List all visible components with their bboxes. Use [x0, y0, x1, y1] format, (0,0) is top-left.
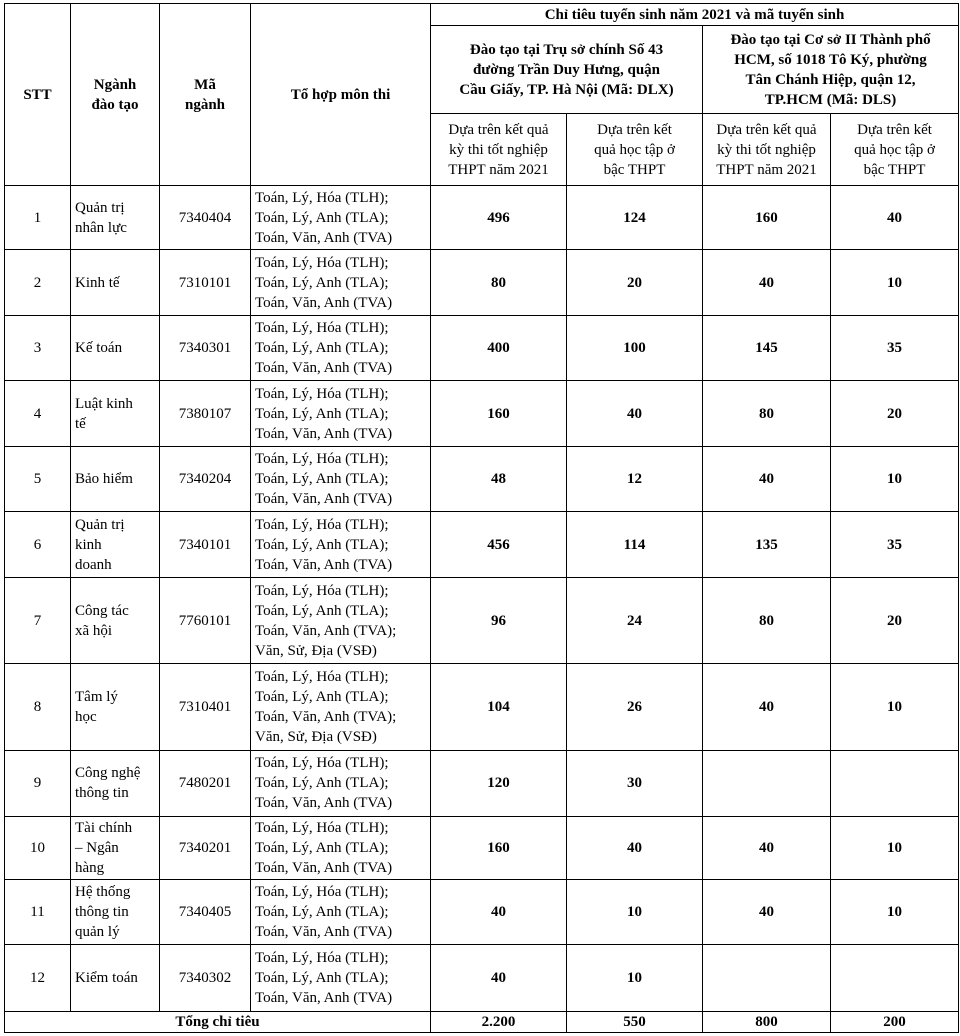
row-hn-exam: 48 — [431, 446, 567, 511]
row-to-hop: Toán, Lý, Hóa (TLH); Toán, Lý, Anh (TLA); Toán, Văn, Anh (TVA); Văn, Sử, Địa (VSĐ) — [251, 664, 431, 751]
row-hcm-exam: 80 — [703, 381, 831, 446]
total-hcm-study: 200 — [831, 1012, 959, 1033]
row-to-hop: Toán, Lý, Hóa (TLH); Toán, Lý, Anh (TLA); Toán, Văn, Anh (TVA) — [251, 250, 431, 315]
header-hcm-exam: Dựa trên kết quả kỳ thi tốt nghiệp THPT năm 2021 — [703, 114, 831, 186]
row-stt: 2 — [5, 250, 71, 315]
row-nganh: Kinh tế — [71, 250, 160, 315]
row-to-hop: Toán, Lý, Hóa (TLH); Toán, Lý, Anh (TLA); Toán, Văn, Anh (TVA) — [251, 816, 431, 879]
row-hcm-exam: 40 — [703, 664, 831, 751]
row-hn-exam: 120 — [431, 751, 567, 816]
table-row — [5, 664, 959, 751]
row-hn-study: 114 — [567, 512, 703, 577]
row-hn-study: 30 — [567, 751, 703, 816]
row-ma-nganh: 7310101 — [160, 250, 251, 315]
row-hcm-exam: 40 — [703, 446, 831, 511]
row-to-hop: Toán, Lý, Hóa (TLH); Toán, Lý, Anh (TLA); Toán, Văn, Anh (TVA) — [251, 186, 431, 250]
row-hn-study: 12 — [567, 446, 703, 511]
table-row — [5, 250, 959, 315]
row-ma-nganh: 7310401 — [160, 664, 251, 751]
row-nganh: Bảo hiểm — [71, 446, 160, 511]
row-hn-study: 100 — [567, 315, 703, 380]
row-hn-study: 26 — [567, 664, 703, 751]
row-hn-exam: 160 — [431, 816, 567, 879]
header-campus-hanoi: Đào tạo tại Trụ sở chính Số 43 đường Trần Duy Hưng, quận Cầu Giấy, TP. Hà Nội (Mã: DLX) — [431, 26, 703, 114]
row-stt: 3 — [5, 315, 71, 380]
table-row — [5, 945, 959, 1012]
row-hn-study: 20 — [567, 250, 703, 315]
total-hn-study: 550 — [567, 1012, 703, 1033]
row-ma-nganh: 7340404 — [160, 186, 251, 250]
row-hn-exam: 160 — [431, 381, 567, 446]
row-hcm-exam: 160 — [703, 186, 831, 250]
table-row — [5, 315, 959, 380]
row-stt: 4 — [5, 381, 71, 446]
row-to-hop: Toán, Lý, Hóa (TLH); Toán, Lý, Anh (TLA); Toán, Văn, Anh (TVA) — [251, 879, 431, 944]
row-hn-study: 124 — [567, 186, 703, 250]
row-hn-exam: 104 — [431, 664, 567, 751]
row-ma-nganh: 7340201 — [160, 816, 251, 879]
row-nganh: Kiểm toán — [71, 945, 160, 1012]
header-ma-nganh: Mã ngành — [160, 4, 251, 186]
header-hn-exam: Dựa trên kết quả kỳ thi tốt nghiệp THPT năm 2021 — [431, 114, 567, 186]
row-stt: 8 — [5, 664, 71, 751]
row-to-hop: Toán, Lý, Hóa (TLH); Toán, Lý, Anh (TLA); Toán, Văn, Anh (TVA) — [251, 945, 431, 1012]
row-hn-exam: 80 — [431, 250, 567, 315]
row-hcm-study: 10 — [831, 879, 959, 944]
row-hcm-study — [831, 945, 959, 1012]
row-nganh: Tâm lý học — [71, 664, 160, 751]
row-hcm-exam: 80 — [703, 577, 831, 664]
row-hcm-study: 10 — [831, 664, 959, 751]
row-nganh: Kế toán — [71, 315, 160, 380]
row-hcm-study: 10 — [831, 250, 959, 315]
row-hcm-exam — [703, 751, 831, 816]
row-hn-exam: 96 — [431, 577, 567, 664]
row-to-hop: Toán, Lý, Hóa (TLH); Toán, Lý, Anh (TLA); Toán, Văn, Anh (TVA) — [251, 512, 431, 577]
row-ma-nganh: 7340301 — [160, 315, 251, 380]
row-hn-study: 10 — [567, 945, 703, 1012]
table-row — [5, 816, 959, 879]
header-campus-hcm: Đào tạo tại Cơ sở II Thành phố HCM, số 1018 Tô Ký, phường Tân Chánh Hiệp, quận 12, TP.HCM (Mã: DLS) — [703, 26, 959, 114]
row-to-hop: Toán, Lý, Hóa (TLH); Toán, Lý, Anh (TLA); Toán, Văn, Anh (TVA) — [251, 315, 431, 380]
row-hcm-study: 20 — [831, 577, 959, 664]
row-stt: 6 — [5, 512, 71, 577]
header-to-hop: Tổ hợp môn thi — [251, 4, 431, 186]
row-nganh: Công tác xã hội — [71, 577, 160, 664]
row-ma-nganh: 7340101 — [160, 512, 251, 577]
table-row — [5, 381, 959, 446]
row-nganh: Quản trị kinh doanh — [71, 512, 160, 577]
row-to-hop: Toán, Lý, Hóa (TLH); Toán, Lý, Anh (TLA); Toán, Văn, Anh (TVA) — [251, 381, 431, 446]
row-stt: 5 — [5, 446, 71, 511]
row-hcm-study: 35 — [831, 315, 959, 380]
row-hn-exam: 40 — [431, 879, 567, 944]
row-ma-nganh: 7380107 — [160, 381, 251, 446]
row-hcm-study: 40 — [831, 186, 959, 250]
row-hcm-study — [831, 751, 959, 816]
total-hcm-exam: 800 — [703, 1012, 831, 1033]
table-row — [5, 186, 959, 250]
row-hn-exam: 400 — [431, 315, 567, 380]
row-hcm-exam — [703, 945, 831, 1012]
header-quota-group: Chỉ tiêu tuyển sinh năm 2021 và mã tuyển sinh — [431, 4, 959, 26]
row-hcm-exam: 40 — [703, 816, 831, 879]
row-nganh: Quản trị nhân lực — [71, 186, 160, 250]
table-row — [5, 512, 959, 577]
row-nganh: Luật kinh tế — [71, 381, 160, 446]
row-hcm-study: 35 — [831, 512, 959, 577]
row-hn-study: 10 — [567, 879, 703, 944]
row-hcm-study: 10 — [831, 816, 959, 879]
header-stt: STT — [5, 4, 71, 186]
row-stt: 7 — [5, 577, 71, 664]
row-ma-nganh: 7340302 — [160, 945, 251, 1012]
row-hcm-exam: 135 — [703, 512, 831, 577]
row-to-hop: Toán, Lý, Hóa (TLH); Toán, Lý, Anh (TLA); Toán, Văn, Anh (TVA) — [251, 446, 431, 511]
total-row — [5, 1012, 959, 1033]
table-row — [5, 751, 959, 816]
row-hn-study: 40 — [567, 816, 703, 879]
row-hn-exam: 456 — [431, 512, 567, 577]
header-hn-study: Dựa trên kết quả học tập ở bậc THPT — [567, 114, 703, 186]
row-stt: 11 — [5, 879, 71, 944]
row-hcm-study: 10 — [831, 446, 959, 511]
admission-quota-table — [4, 3, 959, 1033]
row-hn-study: 24 — [567, 577, 703, 664]
table-row — [5, 577, 959, 664]
row-hcm-study: 20 — [831, 381, 959, 446]
row-nganh: Hệ thống thông tin quản lý — [71, 879, 160, 944]
row-nganh: Tài chính – Ngân hàng — [71, 816, 160, 879]
row-stt: 9 — [5, 751, 71, 816]
row-ma-nganh: 7760101 — [160, 577, 251, 664]
row-ma-nganh: 7340204 — [160, 446, 251, 511]
table-row — [5, 879, 959, 944]
table-body — [5, 186, 959, 1012]
row-hcm-exam: 40 — [703, 250, 831, 315]
table-row — [5, 446, 959, 511]
row-ma-nganh: 7340405 — [160, 879, 251, 944]
row-to-hop: Toán, Lý, Hóa (TLH); Toán, Lý, Anh (TLA); Toán, Văn, Anh (TVA); Văn, Sử, Địa (VSĐ) — [251, 577, 431, 664]
header-hcm-study: Dựa trên kết quả học tập ở bậc THPT — [831, 114, 959, 186]
row-stt: 10 — [5, 816, 71, 879]
row-ma-nganh: 7480201 — [160, 751, 251, 816]
header-nganh: Ngành đào tạo — [71, 4, 160, 186]
row-stt: 12 — [5, 945, 71, 1012]
row-hn-exam: 40 — [431, 945, 567, 1012]
row-hn-study: 40 — [567, 381, 703, 446]
row-to-hop: Toán, Lý, Hóa (TLH); Toán, Lý, Anh (TLA); Toán, Văn, Anh (TVA) — [251, 751, 431, 816]
row-nganh: Công nghệ thông tin — [71, 751, 160, 816]
total-hn-exam: 2.200 — [431, 1012, 567, 1033]
row-hcm-exam: 40 — [703, 879, 831, 944]
row-stt: 1 — [5, 186, 71, 250]
row-hcm-exam: 145 — [703, 315, 831, 380]
row-hn-exam: 496 — [431, 186, 567, 250]
total-label: Tổng chỉ tiêu — [5, 1012, 431, 1033]
